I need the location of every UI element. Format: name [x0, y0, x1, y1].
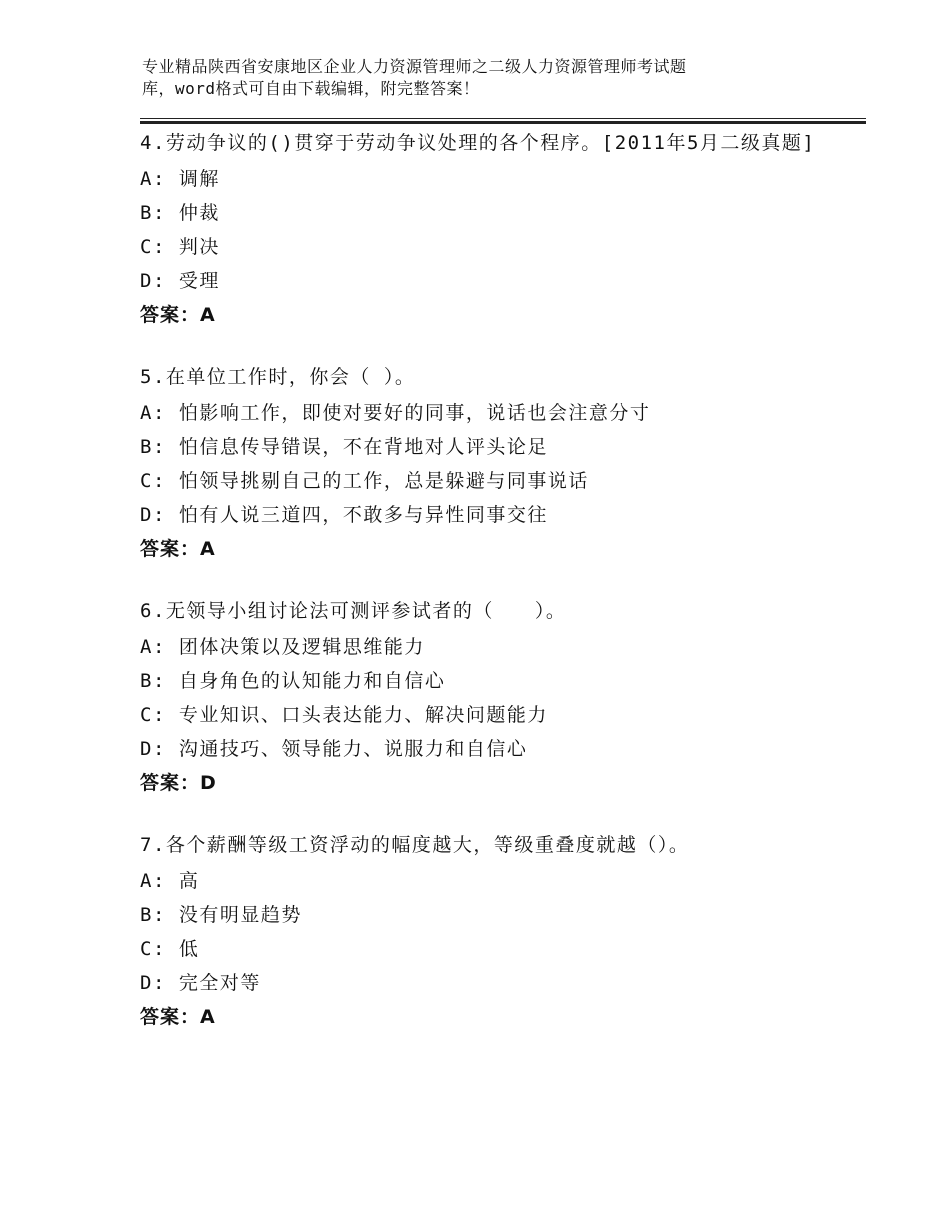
header-divider-thick [140, 121, 866, 124]
option-c: C: 怕领导挑剔自己的工作，总是躲避与同事说话 [140, 470, 589, 492]
answer-label: 答案：A [140, 1006, 216, 1028]
option-a: A: 团体决策以及逻辑思维能力 [140, 636, 425, 658]
header-divider-thin [140, 118, 866, 119]
option-c: C: 低 [140, 938, 200, 960]
option-a: A: 怕影响工作，即使对要好的同事，说话也会注意分寸 [140, 402, 651, 424]
question-stem: 6.无领导小组讨论法可测评参试者的（ ）。 [140, 600, 567, 622]
question-7 [140, 830, 820, 1034]
question-stem: 4.劳动争议的()贯穿于劳动争议处理的各个程序。[2011年5月二级真题] [140, 132, 816, 154]
question-4 [140, 128, 820, 332]
option-b: B: 没有明显趋势 [140, 904, 302, 926]
option-d: D: 受理 [140, 270, 220, 292]
question-5 [140, 362, 820, 566]
option-d: D: 怕有人说三道四，不敢多与异性同事交往 [140, 504, 548, 526]
document-header [142, 56, 862, 100]
answer-label: 答案：D [140, 772, 217, 794]
option-b: B: 怕信息传导错误，不在背地对人评头论足 [140, 436, 548, 458]
header-title-line-1: 专业精品陕西省安康地区企业人力资源管理师之二级人力资源管理师考试题 [142, 57, 687, 76]
option-a: A: 调解 [140, 168, 220, 190]
question-stem: 7.各个薪酬等级工资浮动的幅度越大，等级重叠度就越（）。 [140, 834, 690, 856]
answer-label: 答案：A [140, 304, 216, 326]
option-d: D: 沟通技巧、领导能力、说服力和自信心 [140, 738, 528, 760]
option-a: A: 高 [140, 870, 200, 892]
option-c: C: 判决 [140, 236, 220, 258]
header-title-line-2: 库，word格式可自由下载编辑，附完整答案！ [142, 79, 480, 98]
option-d: D: 完全对等 [140, 972, 261, 994]
question-list [140, 128, 820, 1064]
option-b: B: 仲裁 [140, 202, 220, 224]
question-stem: 5.在单位工作时，你会（ ）。 [140, 366, 416, 388]
option-c: C: 专业知识、口头表达能力、解决问题能力 [140, 704, 548, 726]
question-6 [140, 596, 820, 800]
option-b: B: 自身角色的认知能力和自信心 [140, 670, 446, 692]
answer-label: 答案：A [140, 538, 216, 560]
